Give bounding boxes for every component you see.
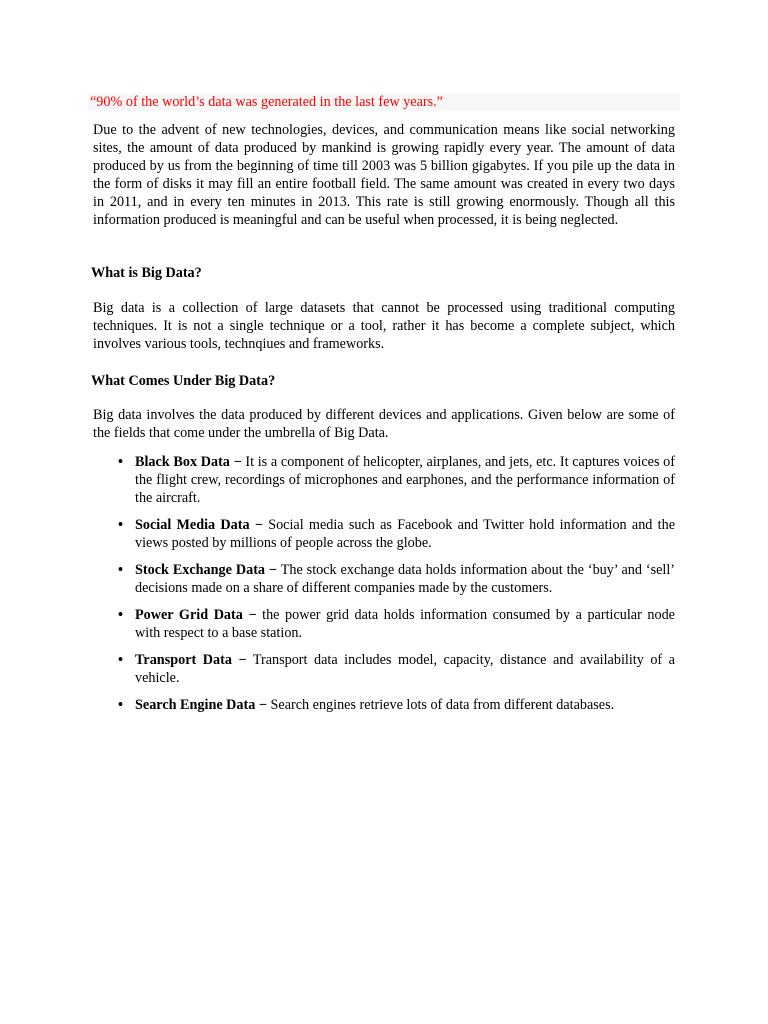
list-item-description: It is a component of helicopter, airplanes, and jets, etc. It captures voices of the flight crew, recordings of microphones and earphones, and the performance information of the aircraft. — [135, 454, 675, 506]
list-item-content — [135, 453, 675, 507]
list-item-content — [135, 561, 675, 597]
list-item-description: Transport data includes model, capacity, distance and availability of a vehicle. — [135, 652, 675, 686]
heading-what-comes-under-big-data: What Comes Under Big Data? — [91, 373, 276, 389]
list-item-term: Stock Exchange Data − — [135, 562, 278, 578]
list-item-term: Transport Data − — [135, 652, 247, 668]
bullet-icon: • — [118, 607, 123, 623]
list-item-term: Social Media Data − — [135, 517, 263, 533]
bullet-icon: • — [118, 652, 123, 668]
list-item-description: the power grid data holds information consumed by a particular node with respect to a base station. — [135, 607, 675, 641]
list-item-content — [135, 516, 675, 552]
big-data-fields-paragraph: Big data involves the data produced by different devices and applications. Given below are some of the fields that come under the umbrella of Big Data. — [93, 407, 675, 441]
intro-paragraph: Due to the advent of new technologies, devices, and communication means like social networking sites, the amount of data produced by mankind is growing rapidly every year. The amount of data produced by us from the beginning of time till 2003 was 5 billion gigabytes. If you pile up the data in the form of disks it may fill an entire football field. The same amount was created in every two days in 2011, and in every ten minutes in 2013. This rate is still growing enormously. Though all this information produced is meaningful and can be useful when processed, it is being neglected. — [93, 122, 675, 228]
list-item-description: The stock exchange data holds information about the ‘buy’ and ‘sell’ decisions made on a share of different companies made by the customers. — [135, 562, 675, 596]
list-item-term: Black Box Data − — [135, 454, 242, 470]
list-item-description: Search engines retrieve lots of data from different databases. — [270, 697, 615, 713]
list-item-content — [135, 606, 675, 642]
list-item-content — [135, 651, 675, 687]
bullet-icon: • — [118, 562, 123, 578]
list-item-term: Search Engine Data − — [135, 697, 267, 713]
list-item-term: Power Grid Data − — [135, 607, 257, 623]
quote-text: “90% of the world’s data was generated in the last few years.” — [90, 94, 443, 110]
big-data-definition-paragraph: Big data is a collection of large datasets that cannot be processed using traditional computing techniques. It is not a single technique or a tool, rather it has become a complete subject, which involves various tools, technqiues and frameworks. — [93, 300, 675, 352]
list-item-description: Social media such as Facebook and Twitter hold information and the views posted by millions of people across the globe. — [135, 517, 675, 551]
bullet-icon: • — [118, 697, 123, 713]
list-item-content — [135, 696, 675, 714]
bullet-icon: • — [118, 517, 123, 533]
bullet-icon: • — [118, 454, 123, 470]
heading-what-is-big-data: What is Big Data? — [91, 265, 202, 281]
